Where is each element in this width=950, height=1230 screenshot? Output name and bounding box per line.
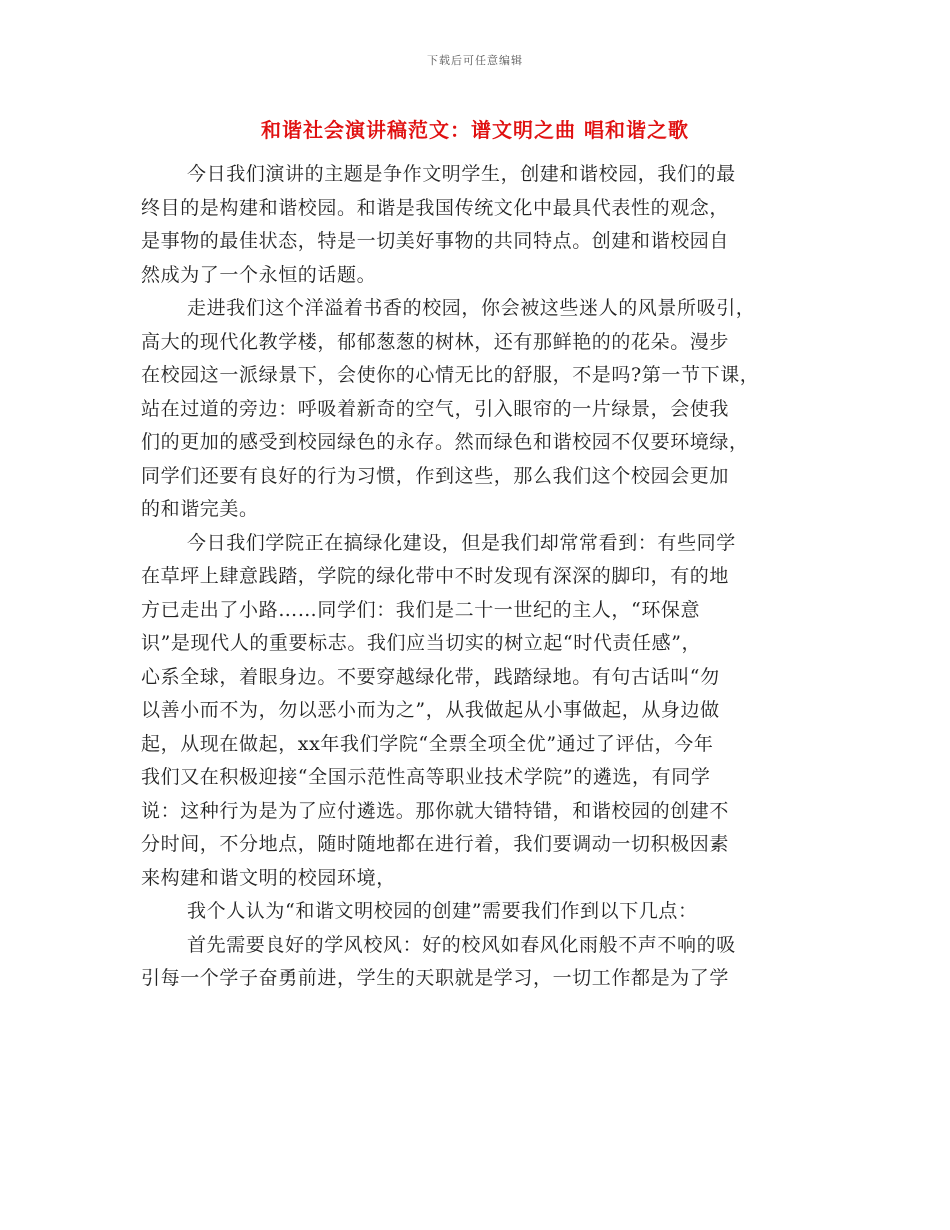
- paragraph-line: 来构建和谐文明的校园环境，: [141, 866, 396, 889]
- paragraph-line: 我个人认为“和谐文明校园的创建”需要我们作到以下几点：: [187, 900, 698, 922]
- paragraph-line: 走进我们这个洋溢着书香的校园，你会被这些迷人的风景所吸引，: [187, 297, 756, 319]
- paragraph-line: 今日我们演讲的主题是争作文明学生，创建和谐校园，我们的最: [187, 163, 736, 185]
- paragraph-line: 说：这种行为是为了应付遴选。那你就大错特错，和谐校园的创建不: [141, 799, 730, 822]
- paragraph-line: 同学们还要有良好的行为习惯，作到这些，那么我们这个校园会更加: [141, 464, 730, 487]
- paragraph-line: 在校园这一派绿景下，会使你的心情无比的舒服，不是吗?第一节下课，: [141, 364, 760, 386]
- paragraph-line: 的和谐完美。: [141, 498, 259, 520]
- paragraph-line: 终目的是构建和谐校园。和谐是我国传统文化中最具代表性的观念，: [141, 196, 730, 219]
- paragraph-line: 引每一个学子奋勇前进，学生的天职就是学习，一切工作都是为了学: [141, 967, 730, 989]
- paragraph-line: 然成为了一个永恒的话题。: [141, 263, 377, 286]
- paragraph-line: 方已走出了小路……同学们：我们是二十一世纪的主人，“环保意: [141, 598, 701, 621]
- paragraph-line: 们的更加的感受到校园绿色的永存。然而绿色和谐校园不仅要环境绿，: [141, 431, 749, 453]
- paragraph-line: 以善小而不为，勿以恶小而为之”，从我做起从小事做起，从身边做: [141, 699, 720, 721]
- paragraph-line: 识”是现代人的重要标志。我们应当切实的树立起“时代责任感”，: [141, 632, 702, 654]
- document-title: 和谐社会演讲稿范文：谱文明之曲 唱和谐之歌: [261, 118, 689, 142]
- document-body: [141, 158, 813, 996]
- paragraph-line: 今日我们学院正在搞绿化建设，但是我们却常常看到：有些同学: [187, 531, 736, 554]
- page-header-note: 下载后可任意编辑: [427, 54, 523, 67]
- paragraph-line: 在草坪上肆意践踏，学院的绿化带中不时发现有深深的脚印，有的地: [141, 565, 730, 587]
- paragraph-line: 是事物的最佳状态，特是一切美好事物的共同特点。创建和谐校园自: [141, 230, 730, 252]
- paragraph-line: 高大的现代化教学楼，郁郁葱葱的树林，还有那鲜艳的的花朵。漫步: [141, 330, 730, 353]
- paragraph-line: 心系全球，着眼身边。不要穿越绿化带，践踏绿地。有句古话叫“勿: [141, 665, 720, 688]
- paragraph-line: 站在过道的旁边：呼吸着新奇的空气，引入眼帘的一片绿景，会使我: [141, 397, 730, 420]
- paragraph-line: 起，从现在做起，xx年我们学院“全票全项全优”通过了评估，今年: [141, 732, 714, 755]
- paragraph-line: 分时间，不分地点，随时随地都在进行着，我们要调动一切积极因素: [141, 833, 730, 855]
- paragraph-line: 我们又在积极迎接“全国示范性高等职业技术学院”的遴选，有同学: [141, 766, 711, 788]
- paragraph-line: 首先需要良好的学风校风：好的校风如春风化雨般不声不响的吸: [187, 933, 736, 956]
